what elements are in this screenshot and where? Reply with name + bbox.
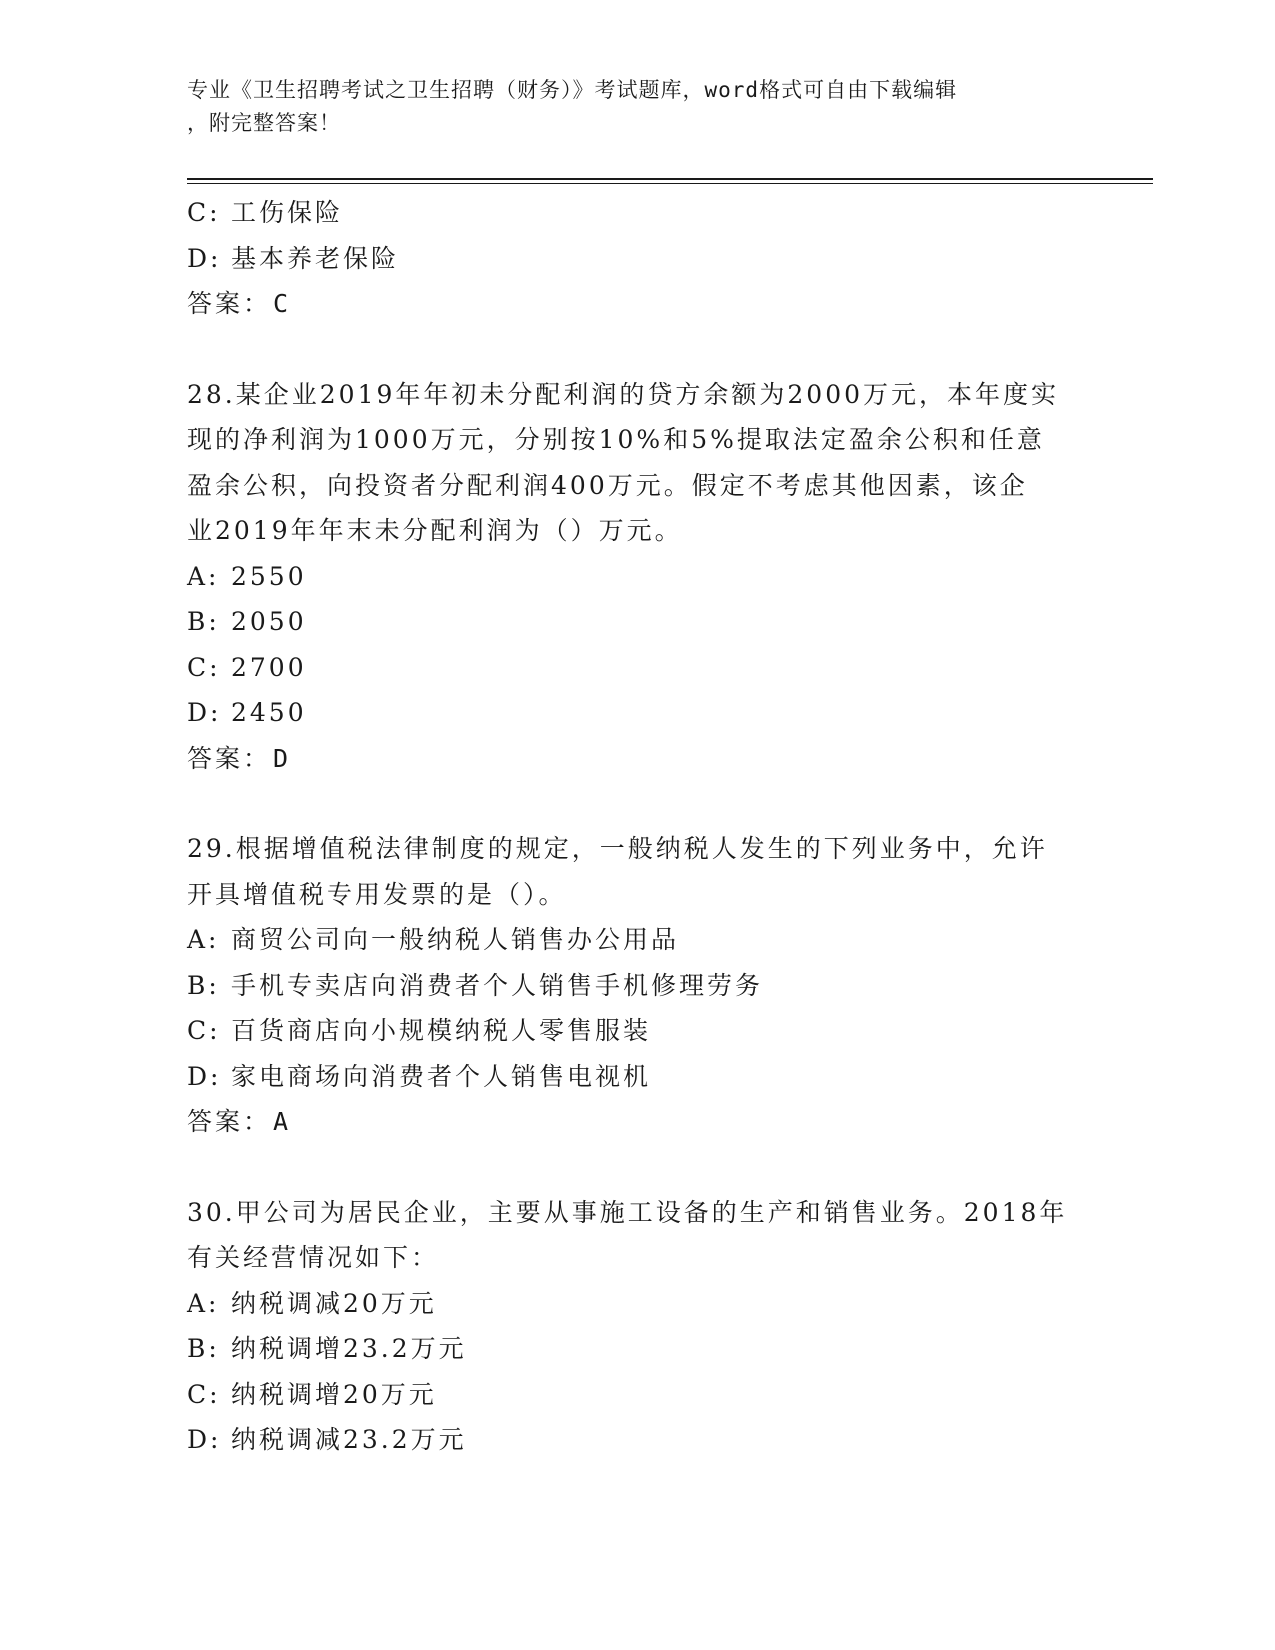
option-text: 工伤保险 — [231, 198, 344, 227]
question-text-line: 28.某企业2019年年初未分配利润的贷方余额为2000万元，本年度实 — [187, 379, 1060, 409]
header-line-2: ，附完整答案！ — [187, 111, 341, 135]
option-a — [187, 1281, 1087, 1327]
option-letter: C: — [187, 652, 221, 682]
option-a — [187, 554, 1087, 600]
answer-value: A — [273, 1107, 289, 1136]
option-letter: A: — [187, 925, 220, 954]
option-letter: C: — [187, 1016, 221, 1045]
option-letter: A: — [187, 1288, 220, 1318]
option-letter: D: — [187, 1425, 222, 1454]
header-rule-thin — [187, 183, 1153, 184]
option-c — [187, 190, 1087, 236]
option-d — [187, 1054, 1087, 1100]
option-text: 手机专卖店向消费者个人销售手机修理劳务 — [231, 970, 764, 1000]
question-text-line: 29.根据增值税法律制度的规定，一般纳税人发生的下列业务中，允许 — [187, 834, 1048, 863]
option-b — [187, 963, 1087, 1009]
answer-label: 答案： — [187, 1107, 272, 1136]
option-text: 2700 — [231, 652, 307, 682]
header-rule-thick — [187, 178, 1153, 180]
option-letter: A: — [187, 561, 220, 591]
question-text-line: 有关经营情况如下： — [187, 1243, 440, 1272]
option-text: 纳税调减20万元 — [231, 1288, 437, 1318]
question-list — [187, 190, 1087, 1463]
answer-line — [187, 736, 1087, 782]
question-29 — [187, 826, 1087, 1145]
question-30 — [187, 1190, 1087, 1463]
option-a — [187, 917, 1087, 963]
option-text: 纳税调增20万元 — [231, 1379, 437, 1409]
header-line-1: 专业《卫生招聘考试之卫生招聘（财务）》考试题库，word格式可自由下载编辑 — [187, 78, 958, 102]
option-text: 2450 — [231, 698, 307, 727]
option-letter: C: — [187, 198, 221, 227]
option-d — [187, 1417, 1087, 1463]
question-text-line: 30.甲公司为居民企业，主要从事施工设备的生产和销售业务。2018年 — [187, 1197, 1068, 1227]
option-text: 2050 — [231, 607, 307, 636]
option-b — [187, 599, 1087, 645]
answer-value: D — [273, 743, 289, 773]
option-text: 纳税调减23.2万元 — [231, 1425, 467, 1454]
option-letter: C: — [187, 1379, 221, 1409]
option-text: 百货商店向小规模纳税人零售服装 — [231, 1016, 652, 1045]
answer-line — [187, 281, 1087, 327]
option-letter: B: — [187, 607, 220, 636]
option-letter: B: — [187, 1334, 220, 1363]
question-28 — [187, 372, 1087, 782]
option-text: 家电商场向消费者个人销售电视机 — [231, 1061, 652, 1091]
question-27-tail — [187, 190, 1087, 327]
option-text: 纳税调增23.2万元 — [231, 1334, 467, 1363]
option-letter: D: — [187, 698, 222, 727]
option-d — [187, 236, 1087, 282]
question-text-line: 开具增值税专用发票的是（）。 — [187, 879, 567, 909]
option-letter: B: — [187, 970, 220, 1000]
option-text: 商贸公司向一般纳税人销售办公用品 — [231, 925, 680, 954]
answer-line — [187, 1099, 1087, 1145]
question-text-line: 现的净利润为1000万元，分别按10%和5%提取法定盈余公积和任意 — [187, 425, 1045, 454]
option-letter: D: — [187, 243, 222, 273]
option-text: 基本养老保险 — [231, 243, 400, 273]
option-c — [187, 1008, 1087, 1054]
document-header — [187, 74, 1067, 140]
question-text-line: 盈余公积，向投资者分配利润400万元。假定不考虑其他因素，该企 — [187, 470, 1028, 500]
option-c — [187, 645, 1087, 691]
answer-label: 答案： — [187, 743, 272, 773]
question-text-line: 业2019年年末未分配利润为（）万元。 — [187, 516, 683, 545]
option-letter: D: — [187, 1061, 222, 1091]
answer-value: C — [273, 289, 289, 318]
option-text: 2550 — [231, 561, 307, 591]
option-d — [187, 690, 1087, 736]
option-b — [187, 1326, 1087, 1372]
option-c — [187, 1372, 1087, 1418]
answer-label: 答案： — [187, 289, 272, 318]
